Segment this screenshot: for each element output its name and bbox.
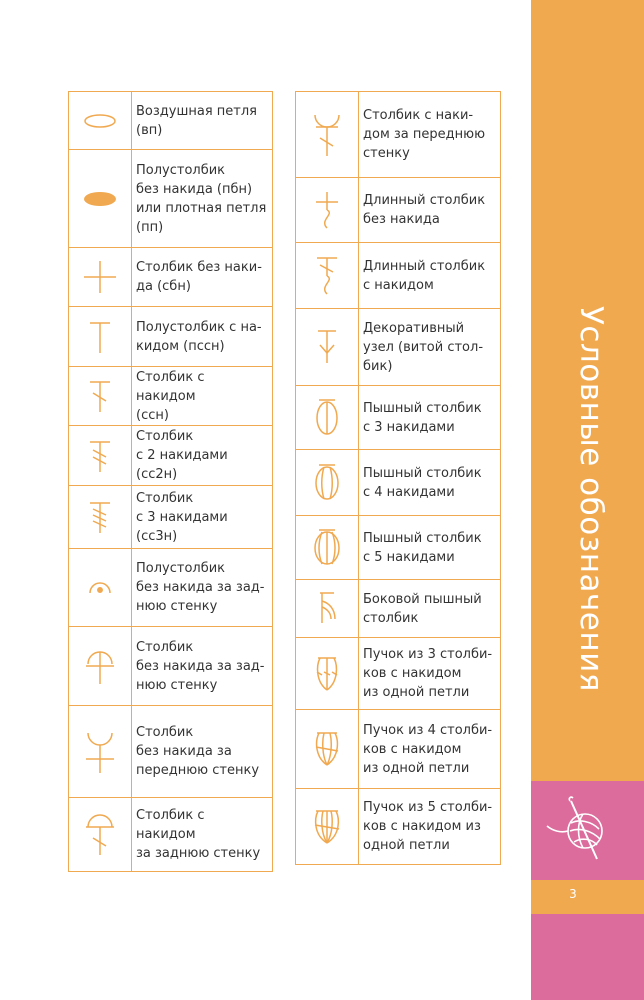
table-row xyxy=(69,367,273,426)
double-treble-crochet-icon xyxy=(80,497,120,537)
table-row xyxy=(296,516,501,580)
table-row xyxy=(69,706,273,798)
sidebar-pink-footer xyxy=(531,914,644,1000)
double-crochet-back-loop-icon xyxy=(80,811,120,859)
label-cell: Столбик с накидом (ссн) xyxy=(132,367,273,426)
label-cell: Столбик с 3 накидами (сс3н) xyxy=(132,486,273,549)
section-sidebar xyxy=(531,0,644,1000)
symbol-cell xyxy=(296,243,359,309)
table-row xyxy=(296,710,501,789)
table-row xyxy=(69,798,273,872)
table-row xyxy=(296,638,501,710)
chain-stitch-icon xyxy=(80,106,120,136)
bullion-stitch-icon xyxy=(307,325,347,369)
double-crochet-icon xyxy=(80,376,120,416)
symbols-table-left xyxy=(68,91,273,872)
label-cell: Длинный столбик без накида xyxy=(359,178,501,243)
page-number: 3 xyxy=(569,887,577,901)
symbol-cell xyxy=(296,309,359,386)
symbol-cell xyxy=(296,638,359,710)
table-row xyxy=(296,243,501,309)
table-row xyxy=(69,549,273,627)
single-crochet-front-loop-icon xyxy=(80,727,120,777)
label-cell: Длинный столбик с накидом xyxy=(359,243,501,309)
table-row xyxy=(69,150,273,248)
symbol-cell xyxy=(296,92,359,178)
label-cell: Боковой пышный столбик xyxy=(359,580,501,638)
double-crochet-front-loop-icon xyxy=(307,110,347,160)
symbol-cell xyxy=(296,450,359,516)
slip-stitch-back-loop-icon xyxy=(80,568,120,608)
section-title: Условные обозначения xyxy=(573,306,609,692)
single-crochet-icon xyxy=(80,257,120,297)
symbol-cell xyxy=(69,367,132,426)
label-cell: Столбик с 2 накидами (сс2н) xyxy=(132,426,273,486)
symbol-cell xyxy=(69,549,132,627)
table-row xyxy=(296,386,501,450)
table-row xyxy=(69,486,273,549)
long-double-crochet-icon xyxy=(307,254,347,298)
symbol-cell xyxy=(69,798,132,872)
table-row xyxy=(296,450,501,516)
symbol-cell xyxy=(69,486,132,549)
label-cell: Пучок из 3 столби- ков с накидом из одной петли xyxy=(359,638,501,710)
symbol-cell xyxy=(296,580,359,638)
yarn-ball-crochet-hook-icon xyxy=(537,793,617,867)
label-cell: Столбик с наки- дом за переднюю стенку xyxy=(359,92,501,178)
label-cell: Пучок из 5 столби- ков с накидом из одной петли xyxy=(359,789,501,865)
label-cell: Полустолбик без накида (пбн) или плотная петля (пп) xyxy=(132,150,273,248)
cluster-3-icon xyxy=(307,652,347,696)
label-cell: Пышный столбик с 5 накидами xyxy=(359,516,501,580)
table-row xyxy=(296,92,501,178)
symbol-cell xyxy=(296,386,359,450)
symbols-table-right xyxy=(295,91,501,865)
table-row xyxy=(69,627,273,706)
symbol-cell xyxy=(69,248,132,307)
table-row xyxy=(296,789,501,865)
table-row xyxy=(69,92,273,150)
label-cell: Столбик без наки- да (сбн) xyxy=(132,248,273,307)
symbol-cell xyxy=(69,92,132,150)
single-crochet-back-loop-icon xyxy=(80,644,120,688)
label-cell: Столбик с накидом за заднюю стенку xyxy=(132,798,273,872)
label-cell: Столбик без накида за зад- нюю стенку xyxy=(132,627,273,706)
symbol-cell xyxy=(296,710,359,789)
cluster-5-icon xyxy=(307,805,347,849)
symbol-cell xyxy=(296,178,359,243)
label-cell: Полустолбик без накида за зад- нюю стенку xyxy=(132,549,273,627)
symbol-cell xyxy=(296,516,359,580)
table-row xyxy=(69,426,273,486)
table-row xyxy=(296,580,501,638)
symbol-cell xyxy=(69,150,132,248)
label-cell: Декоративный узел (витой стол- бик) xyxy=(359,309,501,386)
puff-stitch-5-icon xyxy=(307,526,347,570)
symbol-cell xyxy=(69,426,132,486)
label-cell: Столбик без накида за переднюю стенку xyxy=(132,706,273,798)
symbol-cell xyxy=(69,627,132,706)
label-cell: Пышный столбик с 4 накидами xyxy=(359,450,501,516)
puff-stitch-4-icon xyxy=(307,461,347,505)
label-cell: Полустолбик с на- кидом (пссн) xyxy=(132,307,273,367)
side-puff-stitch-icon xyxy=(307,587,347,631)
symbol-cell xyxy=(296,789,359,865)
table-row xyxy=(69,307,273,367)
label-cell: Пышный столбик с 3 накидами xyxy=(359,386,501,450)
long-single-crochet-icon xyxy=(307,188,347,232)
table-row xyxy=(296,178,501,243)
puff-stitch-3-icon xyxy=(307,396,347,440)
label-cell: Пучок из 4 столби- ков с накидом из одной петли xyxy=(359,710,501,789)
slip-stitch-icon xyxy=(80,184,120,214)
cluster-4-icon xyxy=(307,727,347,771)
table-row xyxy=(296,309,501,386)
treble-crochet-icon xyxy=(80,436,120,476)
table-row xyxy=(69,248,273,307)
label-cell: Воздушная петля (вп) xyxy=(132,92,273,150)
symbol-cell xyxy=(69,706,132,798)
half-double-crochet-icon xyxy=(80,317,120,357)
symbol-cell xyxy=(69,307,132,367)
